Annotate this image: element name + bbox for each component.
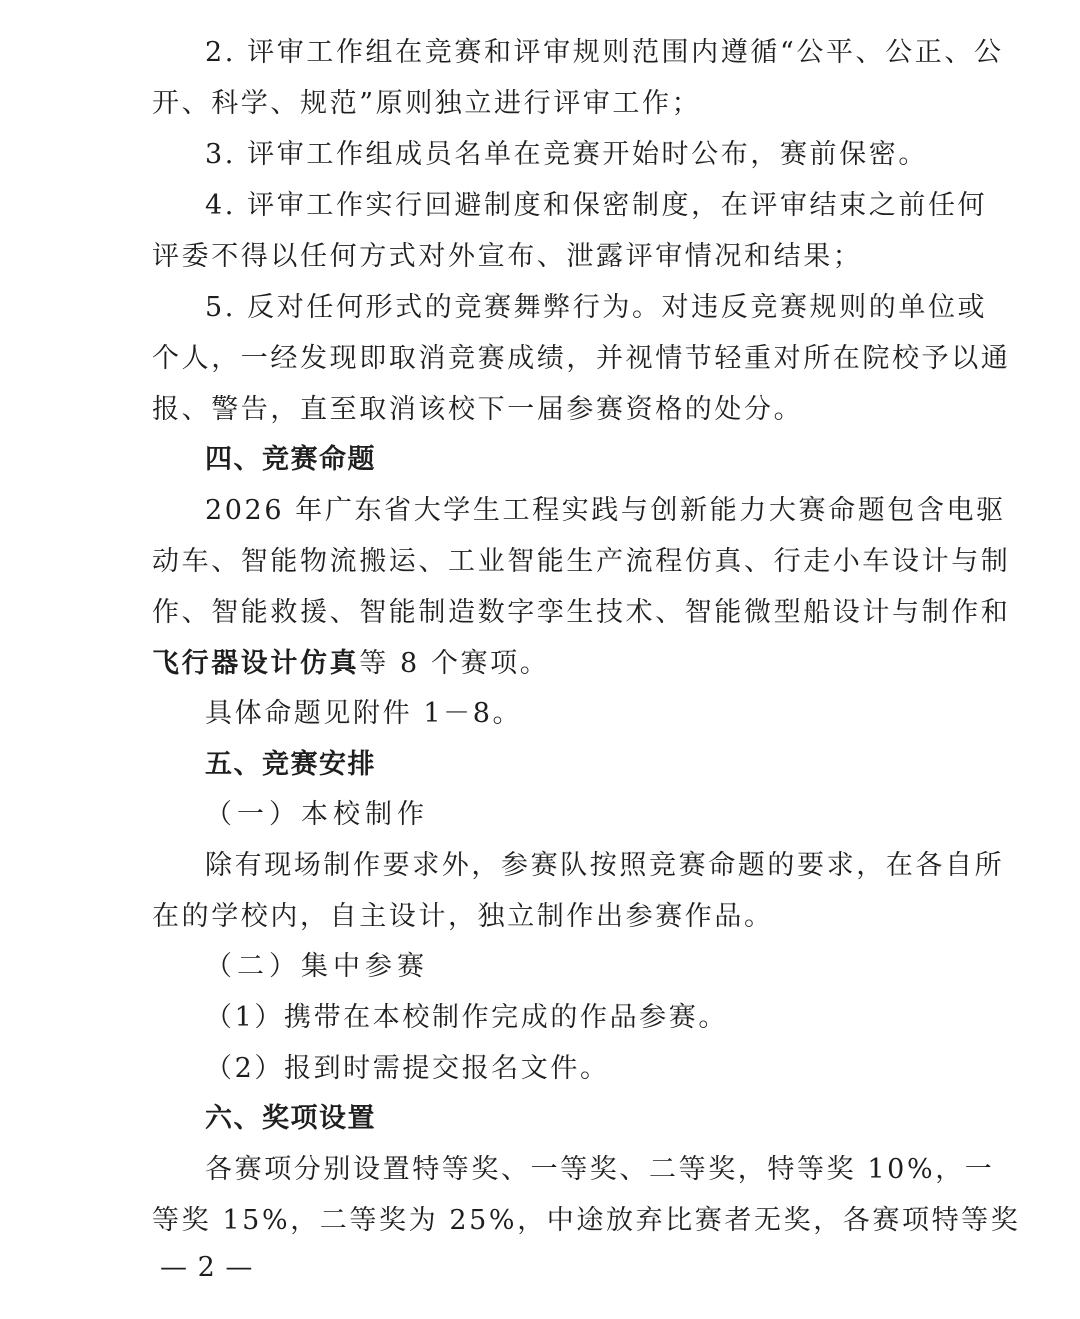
paragraph-line — [152, 644, 549, 684]
paragraph-line: 动车、智能物流搬运、工业智能生产流程仿真、行走小车设计与制 — [152, 546, 1011, 577]
paragraph-line: 3. 评审工作组成员名单在竞赛开始时公布，赛前保密。 — [205, 139, 928, 170]
paragraph-line: 开、科学、规范”原则独立进行评审工作； — [152, 88, 702, 119]
paragraph-line: 5. 反对任何形式的竞赛舞弊行为。对违反竞赛规则的单位或 — [205, 292, 988, 323]
paragraph-line: 个人，一经发现即取消竞赛成绩，并视情节轻重对所在院校予以通 — [152, 343, 1011, 374]
paragraph-line: 4. 评审工作实行回避制度和保密制度，在评审结束之前任何 — [205, 190, 988, 221]
page-number: — 2 — — [160, 1252, 254, 1283]
paragraph-line: 在的学校内，自主设计，独立制作出参赛作品。 — [152, 901, 774, 932]
paragraph-line: 各赛项分别设置特等奖、一等奖、二等奖，特等奖 10%，一 — [205, 1154, 995, 1185]
list-item: （1）携带在本校制作完成的作品参赛。 — [205, 1002, 728, 1033]
paragraph-line: 具体命题见附件 1－8。 — [205, 698, 523, 729]
paragraph-line: 2026 年广东省大学生工程实践与创新能力大赛命题包含电驱 — [205, 495, 1006, 526]
list-item: （2）报到时需提交报名文件。 — [205, 1053, 610, 1084]
section-heading-6: 六、奖项设置 — [205, 1103, 376, 1134]
section-heading-5: 五、竞赛安排 — [205, 749, 376, 780]
emphasized-text: 飞行器设计仿真 — [152, 648, 360, 679]
paragraph-line: 作、智能救援、智能制造数字孪生技术、智能微型船设计与制作和 — [152, 597, 1011, 628]
paragraph-line: 等奖 15%，二等奖为 25%，中途放弃比赛者无奖，各赛项特等奖 — [152, 1205, 1021, 1236]
paragraph-line: 报、警告，直至取消该校下一届参赛资格的处分。 — [152, 394, 804, 425]
paragraph-line: 评委不得以任何方式对外宣布、泄露评审情况和结果； — [152, 241, 863, 272]
subsection-heading: （二）集中参赛 — [205, 951, 429, 982]
paragraph-line: 除有现场制作要求外，参赛队按照竞赛命题的要求，在各自所 — [205, 850, 1005, 881]
section-heading-4: 四、竞赛命题 — [205, 444, 376, 475]
paragraph-line: 2. 评审工作组在竞赛和评审规则范围内遵循“公平、公正、公 — [205, 37, 1004, 68]
subsection-heading: （一）本校制作 — [205, 799, 429, 830]
paragraph-text: 等 8 个赛项。 — [359, 648, 550, 679]
